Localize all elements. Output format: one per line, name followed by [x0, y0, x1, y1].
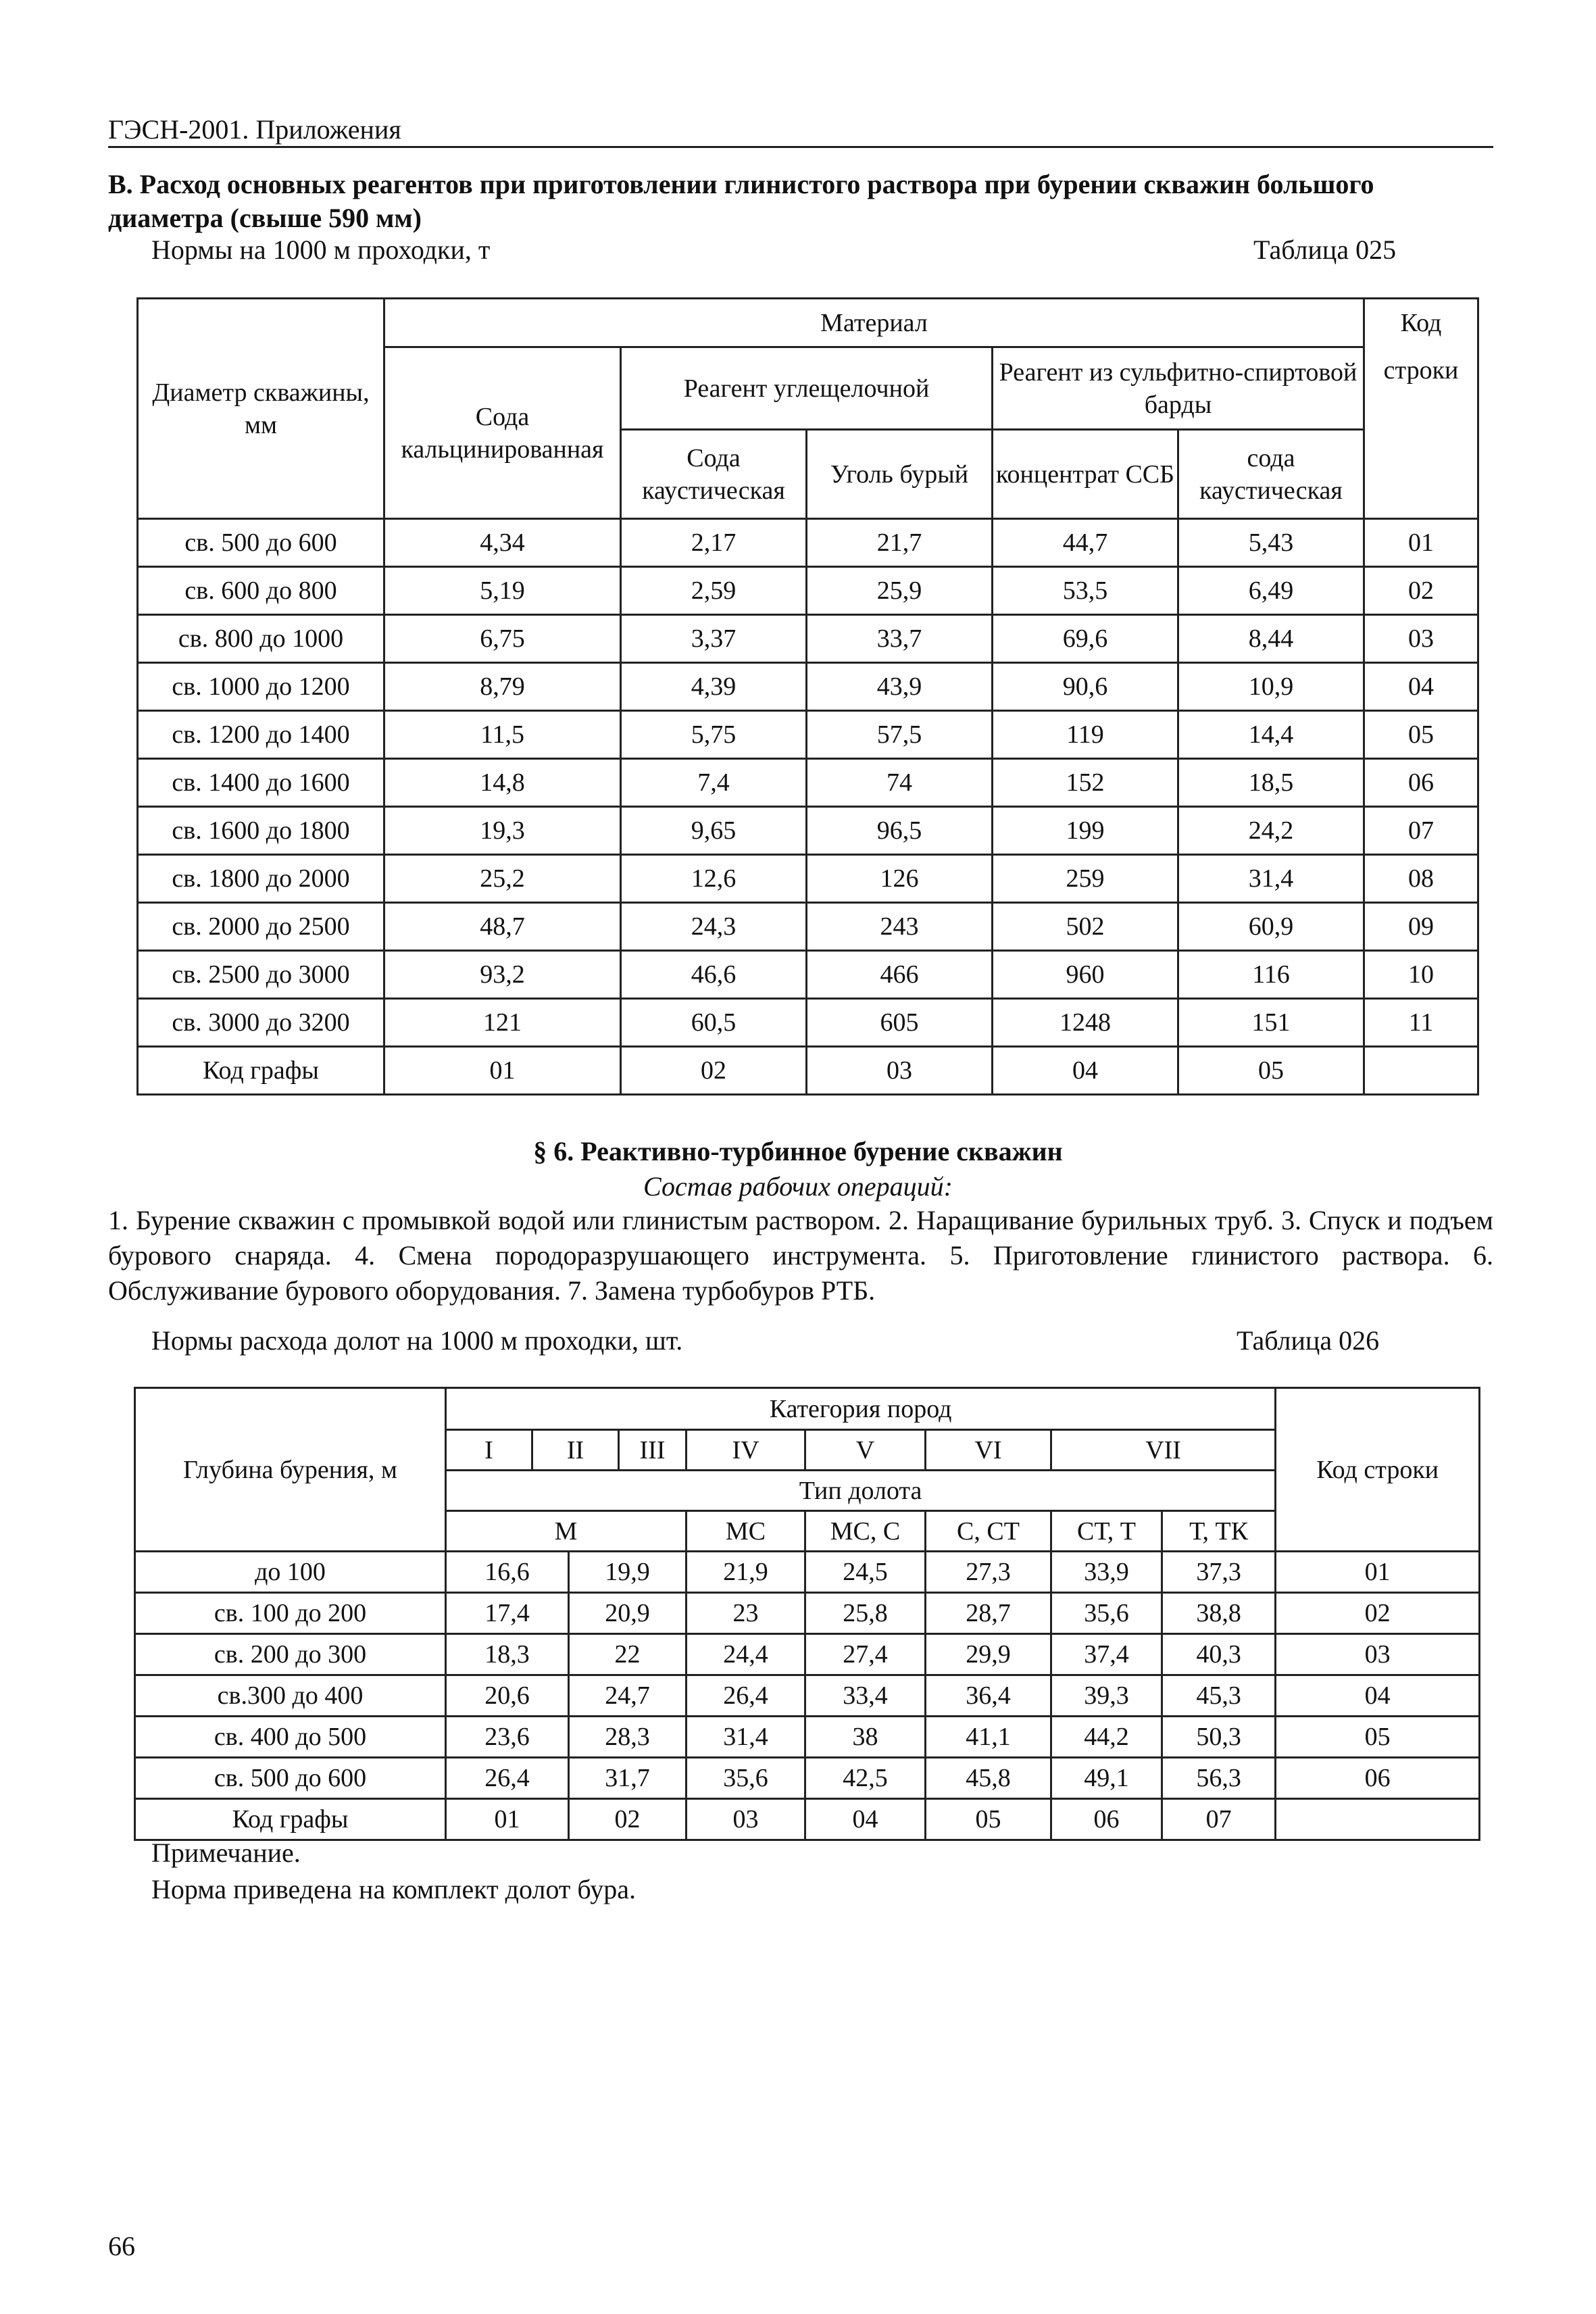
- section-b-title: В. Расход основных реагентов при приготовлении глинистого раствора при бурении скважин большого диаметра (свыше 590 мм): [108, 169, 1374, 233]
- soda-caustic-cell: 2,59: [621, 567, 807, 615]
- bit-norm-cell: 19,9: [569, 1552, 687, 1593]
- row-diameter-cell: св. 1600 до 1800: [138, 807, 384, 855]
- bit-norm-cell: 37,4: [1051, 1634, 1162, 1675]
- column-code-cell: 06: [1051, 1799, 1162, 1840]
- table-row: [135, 1593, 1480, 1634]
- header-code-row: Код строки: [1276, 1388, 1480, 1552]
- soda-calcined-cell: 5,19: [384, 567, 621, 615]
- brown-coal-cell: 74: [807, 759, 993, 807]
- soda-caustic-2-cell: 60,9: [1178, 903, 1364, 951]
- category-VII: VII: [1051, 1430, 1276, 1471]
- brown-coal-cell: 43,9: [807, 663, 993, 711]
- row-diameter-cell: св. 1000 до 1200: [138, 663, 384, 711]
- row-code-cell: 04: [1276, 1675, 1480, 1717]
- bit-norm-cell: 42,5: [805, 1758, 926, 1799]
- bit-type-cell: М: [446, 1511, 687, 1552]
- header-material: Материал: [384, 299, 1364, 347]
- soda-calcined-cell: 11,5: [384, 711, 621, 759]
- table-row: [138, 519, 1478, 567]
- row-diameter-cell: св. 600 до 800: [138, 567, 384, 615]
- table026-label: Таблица 026: [1237, 1325, 1380, 1356]
- bit-norm-cell: 20,6: [446, 1675, 569, 1717]
- row-code-cell: 04: [1364, 663, 1478, 711]
- row-diameter-cell: св. 2500 до 3000: [138, 951, 384, 999]
- row-code-cell: 09: [1364, 903, 1478, 951]
- table-row: [138, 855, 1478, 903]
- header-brown-coal: Уголь бурый: [807, 430, 993, 519]
- bit-norm-cell: 16,6: [446, 1552, 569, 1593]
- bit-norm-cell: 21,9: [687, 1552, 805, 1593]
- bit-norm-cell: 22: [569, 1634, 687, 1675]
- brown-coal-cell: 33,7: [807, 615, 993, 663]
- bit-type-cell: МС: [687, 1511, 805, 1552]
- bit-norm-cell: 23,6: [446, 1717, 569, 1758]
- concentrate-ssb-cell: 199: [993, 807, 1178, 855]
- header-bit-type: Тип долота: [446, 1471, 1276, 1511]
- bit-norm-cell: 35,6: [1051, 1593, 1162, 1634]
- column-code-cell: 01: [446, 1799, 569, 1840]
- soda-caustic-2-cell: 6,49: [1178, 567, 1364, 615]
- row-code-cell: 03: [1364, 615, 1478, 663]
- soda-caustic-cell: 3,37: [621, 615, 807, 663]
- concentrate-ssb-cell: 69,6: [993, 615, 1178, 663]
- row-code-cell: 03: [1276, 1634, 1480, 1675]
- table025-norms-line: Нормы на 1000 м проходки, т: [151, 235, 491, 265]
- bit-norm-cell: 33,4: [805, 1675, 926, 1717]
- table-row: [138, 567, 1478, 615]
- bit-norm-cell: 28,3: [569, 1717, 687, 1758]
- bit-norm-cell: 24,4: [687, 1634, 805, 1675]
- concentrate-ssb-cell: 90,6: [993, 663, 1178, 711]
- section6-subtitle: Состав рабочих операций:: [643, 1171, 953, 1202]
- table-footer-row: [135, 1799, 1480, 1840]
- column-code-cell: 05: [926, 1799, 1051, 1840]
- brown-coal-cell: 96,5: [807, 807, 993, 855]
- soda-calcined-cell: 93,2: [384, 951, 621, 999]
- soda-calcined-cell: 19,3: [384, 807, 621, 855]
- soda-caustic-2-cell: 8,44: [1178, 615, 1364, 663]
- table-025: [136, 297, 1479, 1096]
- brown-coal-cell: 25,9: [807, 567, 993, 615]
- soda-caustic-2-cell: 14,4: [1178, 711, 1364, 759]
- category-III: III: [619, 1430, 687, 1471]
- soda-caustic-2-cell: 151: [1178, 999, 1364, 1047]
- column-code-cell: 02: [569, 1799, 687, 1840]
- bit-norm-cell: 28,7: [926, 1593, 1051, 1634]
- concentrate-ssb-cell: 502: [993, 903, 1178, 951]
- depth-cell: св. 200 до 300: [135, 1634, 446, 1675]
- table-row: [138, 903, 1478, 951]
- bit-norm-cell: 38,8: [1162, 1593, 1276, 1634]
- table026-norms-line: Нормы расхода долот на 1000 м проходки, шт.: [151, 1325, 683, 1356]
- category-IV: IV: [687, 1430, 805, 1471]
- row-code-cell: 10: [1364, 951, 1478, 999]
- row-diameter-cell: св. 1800 до 2000: [138, 855, 384, 903]
- table-row: [138, 615, 1478, 663]
- section6-operations: 1. Бурение скважин с промывкой водой или глинистым раствором. 2. Наращивание бурильных труб. 3. Спуск и подъем бурового снаряда. 4. Смена породоразрушающего инструмента. 5. Приготовление глинистого раствора. 6. Обслуживание бурового оборудования. 7. Замена турбобуров РТБ.: [108, 1205, 1493, 1306]
- concentrate-ssb-cell: 960: [993, 951, 1178, 999]
- bit-norm-cell: 27,4: [805, 1634, 926, 1675]
- row-code-cell: 11: [1364, 999, 1478, 1047]
- concentrate-ssb-cell: 119: [993, 711, 1178, 759]
- table-footer-row: [138, 1047, 1478, 1095]
- bit-norm-cell: 26,4: [687, 1675, 805, 1717]
- header-soda-calcined: Сода кальцинированная: [384, 347, 621, 519]
- brown-coal-cell: 466: [807, 951, 993, 999]
- soda-caustic-2-cell: 116: [1178, 951, 1364, 999]
- running-header: ГЭСН-2001. Приложения: [108, 114, 401, 145]
- bit-type-cell: С, СТ: [926, 1511, 1051, 1552]
- column-code-cell: 01: [384, 1047, 621, 1095]
- column-code-cell: 04: [805, 1799, 926, 1840]
- soda-caustic-2-cell: 18,5: [1178, 759, 1364, 807]
- table-row: [135, 1552, 1480, 1593]
- row-code-cell: 05: [1364, 711, 1478, 759]
- row-diameter-cell: св. 1400 до 1600: [138, 759, 384, 807]
- category-I: I: [446, 1430, 532, 1471]
- row-diameter-cell: св. 2000 до 2500: [138, 903, 384, 951]
- table-row: [138, 759, 1478, 807]
- column-code-cell: Код графы: [138, 1047, 384, 1095]
- bit-norm-cell: 49,1: [1051, 1758, 1162, 1799]
- row-code-cell: 06: [1364, 759, 1478, 807]
- row-diameter-cell: св. 500 до 600: [138, 519, 384, 567]
- header-soda-caustic-2: сода каустическая: [1178, 430, 1364, 519]
- soda-caustic-cell: 4,39: [621, 663, 807, 711]
- bit-norm-cell: 41,1: [926, 1717, 1051, 1758]
- soda-caustic-cell: 46,6: [621, 951, 807, 999]
- soda-caustic-cell: 24,3: [621, 903, 807, 951]
- column-code-cell: Код графы: [135, 1799, 446, 1840]
- header-diameter: Диаметр скважины, мм: [138, 299, 384, 519]
- bit-norm-cell: 56,3: [1162, 1758, 1276, 1799]
- bit-norm-cell: 26,4: [446, 1758, 569, 1799]
- row-diameter-cell: св. 1200 до 1400: [138, 711, 384, 759]
- table025-label: Таблица 025: [1253, 235, 1397, 265]
- soda-calcined-cell: 121: [384, 999, 621, 1047]
- row-diameter-cell: св. 800 до 1000: [138, 615, 384, 663]
- bit-norm-cell: 39,3: [1051, 1675, 1162, 1717]
- bit-norm-cell: 45,8: [926, 1758, 1051, 1799]
- bit-norm-cell: 35,6: [687, 1758, 805, 1799]
- row-code-cell: 05: [1276, 1717, 1480, 1758]
- header-reagent-ugl: Реагент углещелочной: [621, 347, 993, 430]
- bit-norm-cell: 17,4: [446, 1593, 569, 1634]
- bit-type-cell: Т, ТК: [1162, 1511, 1276, 1552]
- soda-caustic-2-cell: 24,2: [1178, 807, 1364, 855]
- bit-norm-cell: 23: [687, 1593, 805, 1634]
- column-code-cell: 07: [1162, 1799, 1276, 1840]
- header-rule: [108, 146, 1493, 148]
- header-depth: Глубина бурения, м: [135, 1388, 446, 1552]
- depth-cell: до 100: [135, 1552, 446, 1593]
- depth-cell: св. 400 до 500: [135, 1717, 446, 1758]
- column-code-cell: [1276, 1799, 1480, 1840]
- header-soda-caustic: Сода каустическая: [621, 430, 807, 519]
- bit-norm-cell: 31,4: [687, 1717, 805, 1758]
- header-code-top: Код: [1364, 299, 1478, 347]
- table-row: [135, 1758, 1480, 1799]
- bit-norm-cell: 38: [805, 1717, 926, 1758]
- brown-coal-cell: 57,5: [807, 711, 993, 759]
- column-code-cell: 02: [621, 1047, 807, 1095]
- table-row: [135, 1675, 1480, 1717]
- soda-caustic-cell: 60,5: [621, 999, 807, 1047]
- soda-calcined-cell: 4,34: [384, 519, 621, 567]
- depth-cell: св. 100 до 200: [135, 1593, 446, 1634]
- row-code-cell: 06: [1276, 1758, 1480, 1799]
- row-code-cell: 02: [1276, 1593, 1480, 1634]
- category-V: V: [805, 1430, 926, 1471]
- header-category: Категория пород: [446, 1388, 1276, 1430]
- category-II: II: [532, 1430, 619, 1471]
- row-code-cell: 07: [1364, 807, 1478, 855]
- table-026: [134, 1387, 1480, 1841]
- column-code-cell: 03: [687, 1799, 805, 1840]
- table-row: [135, 1634, 1480, 1675]
- column-code-cell: [1364, 1047, 1478, 1095]
- table-row: [135, 1717, 1480, 1758]
- header-reagent-sulf: Реагент из сульфитно-спиртовой барды: [993, 347, 1364, 430]
- bit-norm-cell: 25,8: [805, 1593, 926, 1634]
- brown-coal-cell: 243: [807, 903, 993, 951]
- table-row: [138, 951, 1478, 999]
- table-row: [138, 999, 1478, 1047]
- bit-norm-cell: 24,5: [805, 1552, 926, 1593]
- brown-coal-cell: 126: [807, 855, 993, 903]
- row-code-cell: 01: [1364, 519, 1478, 567]
- page-number: 66: [108, 2231, 135, 2261]
- soda-caustic-2-cell: 10,9: [1178, 663, 1364, 711]
- soda-caustic-cell: 5,75: [621, 711, 807, 759]
- table-row: [138, 807, 1478, 855]
- bit-norm-cell: 45,3: [1162, 1675, 1276, 1717]
- soda-caustic-2-cell: 5,43: [1178, 519, 1364, 567]
- note-label: Примечание.: [151, 1838, 301, 1868]
- concentrate-ssb-cell: 53,5: [993, 567, 1178, 615]
- bit-norm-cell: 50,3: [1162, 1717, 1276, 1758]
- soda-calcined-cell: 6,75: [384, 615, 621, 663]
- soda-caustic-2-cell: 31,4: [1178, 855, 1364, 903]
- bit-norm-cell: 36,4: [926, 1675, 1051, 1717]
- soda-caustic-cell: 7,4: [621, 759, 807, 807]
- bit-norm-cell: 33,9: [1051, 1552, 1162, 1593]
- row-code-cell: 01: [1276, 1552, 1480, 1593]
- column-code-cell: 05: [1178, 1047, 1364, 1095]
- bit-norm-cell: 20,9: [569, 1593, 687, 1634]
- bit-norm-cell: 29,9: [926, 1634, 1051, 1675]
- table-row: [138, 711, 1478, 759]
- soda-caustic-cell: 9,65: [621, 807, 807, 855]
- column-code-cell: 03: [807, 1047, 993, 1095]
- depth-cell: св. 500 до 600: [135, 1758, 446, 1799]
- concentrate-ssb-cell: 259: [993, 855, 1178, 903]
- bit-norm-cell: 37,3: [1162, 1552, 1276, 1593]
- note-text: Норма приведена на комплект долот бура.: [151, 1874, 636, 1904]
- depth-cell: св.300 до 400: [135, 1675, 446, 1717]
- bit-type-cell: МС, С: [805, 1511, 926, 1552]
- soda-caustic-cell: 2,17: [621, 519, 807, 567]
- bit-norm-cell: 40,3: [1162, 1634, 1276, 1675]
- soda-calcined-cell: 48,7: [384, 903, 621, 951]
- brown-coal-cell: 605: [807, 999, 993, 1047]
- header-code-bottom: строки: [1364, 347, 1478, 519]
- bit-type-cell: СТ, Т: [1051, 1511, 1162, 1552]
- column-code-cell: 04: [993, 1047, 1178, 1095]
- soda-calcined-cell: 14,8: [384, 759, 621, 807]
- concentrate-ssb-cell: 44,7: [993, 519, 1178, 567]
- soda-caustic-cell: 12,6: [621, 855, 807, 903]
- soda-calcined-cell: 8,79: [384, 663, 621, 711]
- bit-norm-cell: 24,7: [569, 1675, 687, 1717]
- category-VI: VI: [926, 1430, 1051, 1471]
- concentrate-ssb-cell: 1248: [993, 999, 1178, 1047]
- header-concentrate-ssb: концентрат ССБ: [993, 430, 1178, 519]
- bit-norm-cell: 31,7: [569, 1758, 687, 1799]
- brown-coal-cell: 21,7: [807, 519, 993, 567]
- row-diameter-cell: св. 3000 до 3200: [138, 999, 384, 1047]
- table-row: [138, 663, 1478, 711]
- section6-title: § 6. Реактивно-турбинное бурение скважин: [533, 1136, 1063, 1166]
- row-code-cell: 08: [1364, 855, 1478, 903]
- concentrate-ssb-cell: 152: [993, 759, 1178, 807]
- bit-norm-cell: 18,3: [446, 1634, 569, 1675]
- bit-norm-cell: 27,3: [926, 1552, 1051, 1593]
- bit-norm-cell: 44,2: [1051, 1717, 1162, 1758]
- soda-calcined-cell: 25,2: [384, 855, 621, 903]
- row-code-cell: 02: [1364, 567, 1478, 615]
